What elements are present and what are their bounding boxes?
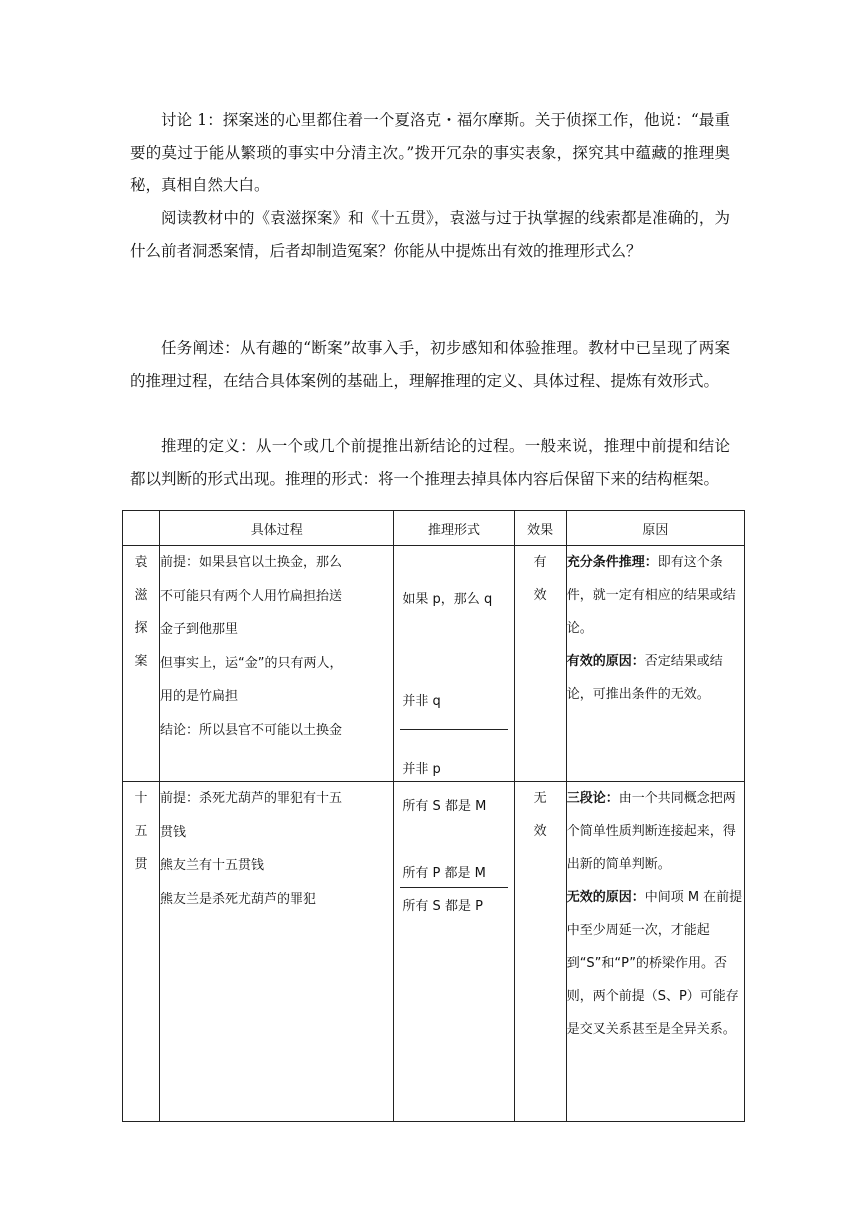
paragraph-reading-question: 阅读教材中的《袁滋探案》和《十五贯》，袁滋与过于执掌握的线索都是准确的，为什么前者洞悉案情，后者却制造冤案？你能从中提炼出有效的推理形式么？: [130, 209, 730, 260]
process-line: 用的是竹扁担: [160, 689, 239, 704]
reason-title: 有效的原因：: [566, 654, 645, 669]
header-form: 推理形式: [394, 511, 514, 546]
process-line: 金子到他那里: [160, 622, 239, 637]
reason-title: 充分条件推理：: [566, 555, 658, 570]
form-conclusion: 所有 S 都是 P: [402, 899, 483, 914]
form-minor-premise: 所有 P 都是 M: [402, 866, 486, 881]
reason-text: 即有这个条件，就一定有相应的结果或结论。: [566, 555, 736, 636]
paragraph-definition: 推理的定义：从一个或几个前提推出新结论的过程。一般来说，推理中前提和结论都以判断的形式出现。推理的形式：将一个推理去掉具体内容后保留下来的结构框架。: [130, 437, 730, 488]
reason-title: 无效的原因：: [566, 890, 645, 905]
case-char: 五: [134, 824, 148, 839]
reasoning-table: [122, 510, 745, 1122]
process-line: 熊友兰有十五贯钱: [160, 858, 265, 873]
effect-cell: [514, 546, 566, 782]
case-char: 十: [134, 791, 148, 806]
case-name-cell: [123, 782, 160, 1122]
process-line: 前提：杀死尤葫芦的罪犯有十五: [160, 791, 343, 806]
reason-block: [567, 782, 744, 881]
table-row: [123, 782, 745, 1122]
case-name-cell: [123, 546, 160, 782]
reason-cell: [566, 546, 744, 782]
effect-char: 效: [533, 588, 547, 603]
process-line: 结论：所以县官不可能以土换金: [160, 722, 343, 738]
header-case: [123, 511, 160, 546]
effect-char: 效: [533, 824, 547, 839]
case-char: 案: [134, 654, 148, 669]
reason-title: 三段论：: [566, 791, 619, 806]
table-row: [123, 546, 745, 782]
inference-line: [400, 887, 508, 888]
reason-block: [567, 546, 744, 645]
case-char: 袁: [134, 555, 148, 570]
form-minor-premise: 并非 q: [402, 694, 441, 709]
case-char: 滋: [134, 588, 148, 603]
case-char: 贯: [134, 857, 148, 872]
paragraph-discussion: 讨论 1：探案迷的心里都住着一个夏洛克・福尔摩斯。关于侦探工作，他说：“最重要的莫过于能从繁琐的事实中分清主次。”拨开冗杂的事实表象，探究其中蕴藏的推理奥秘，真相自然大白。: [130, 111, 730, 194]
effect-char: 无: [533, 791, 547, 806]
form-cell: [394, 546, 514, 782]
process-line: 贯钱: [160, 824, 187, 840]
process-line: 熊友兰是杀死尤葫芦的罪犯: [160, 891, 317, 907]
paragraph-task: 任务阐述：从有趣的“断案”故事入手，初步感知和体验推理。教材中已呈现了两案的推理过程，在结合具体案例的基础上，理解推理的定义、具体过程、提炼有效形式。: [130, 339, 730, 390]
process-cell: [160, 546, 394, 782]
reason-cell: [566, 782, 744, 1122]
form-major-premise: 所有 S 都是 M: [402, 799, 487, 814]
form-conclusion: 并非 p: [402, 762, 441, 777]
reason-text: 否定结果或结论，可推出条件的无效。: [566, 654, 723, 702]
header-process: 具体过程: [160, 511, 394, 546]
form-major-premise: 如果 p，那么 q: [402, 592, 493, 607]
table-header-row: [123, 511, 745, 546]
process-cell: [160, 782, 394, 1122]
reason-block: [567, 881, 744, 1046]
reason-text: 中间项 M 在前提中至少周延一次，才能起到“S”和“P”的桥梁作用。否则，两个前提（S、P）可能存是交叉关系甚至是全异关系。: [566, 890, 743, 1037]
effect-cell: [514, 782, 566, 1122]
inference-line: [400, 729, 508, 730]
reason-text: 由一个共同概念把两个简单性质判断连接起来，得出新的简单判断。: [566, 791, 736, 872]
reason-block: [567, 645, 744, 711]
form-cell: [394, 782, 514, 1122]
header-reason: 原因: [566, 511, 744, 546]
effect-char: 有: [533, 555, 547, 570]
process-line: 但事实上，运“金”的只有两人，: [160, 655, 343, 671]
header-effect: 效果: [514, 511, 566, 546]
case-char: 探: [134, 621, 148, 636]
process-line: 不可能只有两个人用竹扁担抬送: [160, 588, 343, 604]
process-line: 前提：如果县官以土换金，那么: [160, 555, 343, 570]
